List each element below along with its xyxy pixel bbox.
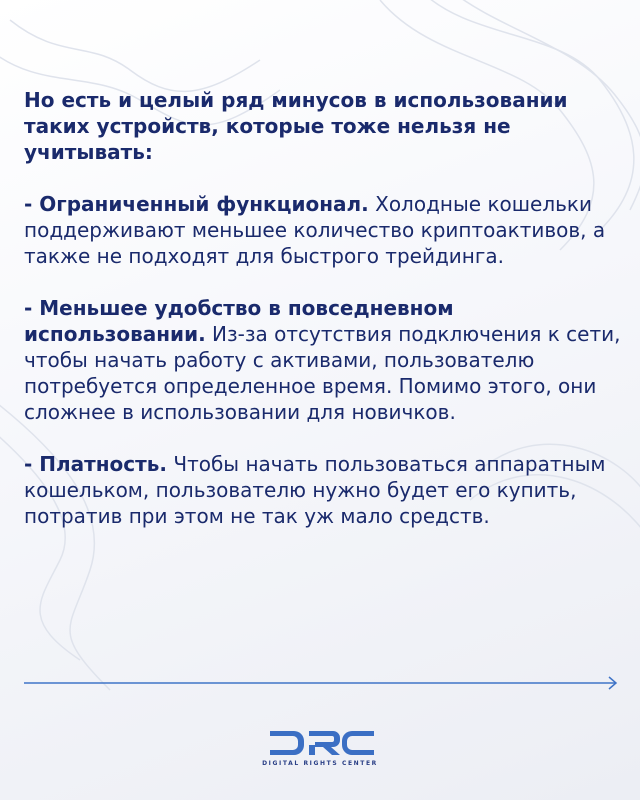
point-limited-functionality [24,191,624,269]
drc-logo-mark [252,727,388,759]
point-title: - Ограниченный функционал. [24,192,369,216]
point-text: Чтобы начать пользоваться аппаратным кошельком, пользователю нужно будет его купить, потратив при этом не так уж мало средств. [24,452,606,528]
point-title: - Платность. [24,452,167,476]
point-less-convenience [24,295,624,425]
point-text: Из-за отсутствия подключения к сети, чтобы начать работу с активами, пользователю потребуется определенное время. Помимо этого, они сложнее в использовании для новичков. [24,322,621,424]
logo-subtitle: DIGITAL RIGHTS CENTER [262,760,378,767]
main-content [24,87,624,555]
intro-heading: Но есть и целый ряд минусов в использовании таких устройств, которые тоже нельзя не учитывать: [24,88,568,164]
point-paid [24,451,624,529]
point-title: - Меньшее удобство в повседневном использовании. [24,296,454,346]
point-text: Холодные кошельки поддерживают меньшее количество криптоактивов, а также не подходят для быстрого трейдинга. [24,192,606,268]
drc-logo [252,727,388,775]
arrow-right-icon [24,676,620,690]
